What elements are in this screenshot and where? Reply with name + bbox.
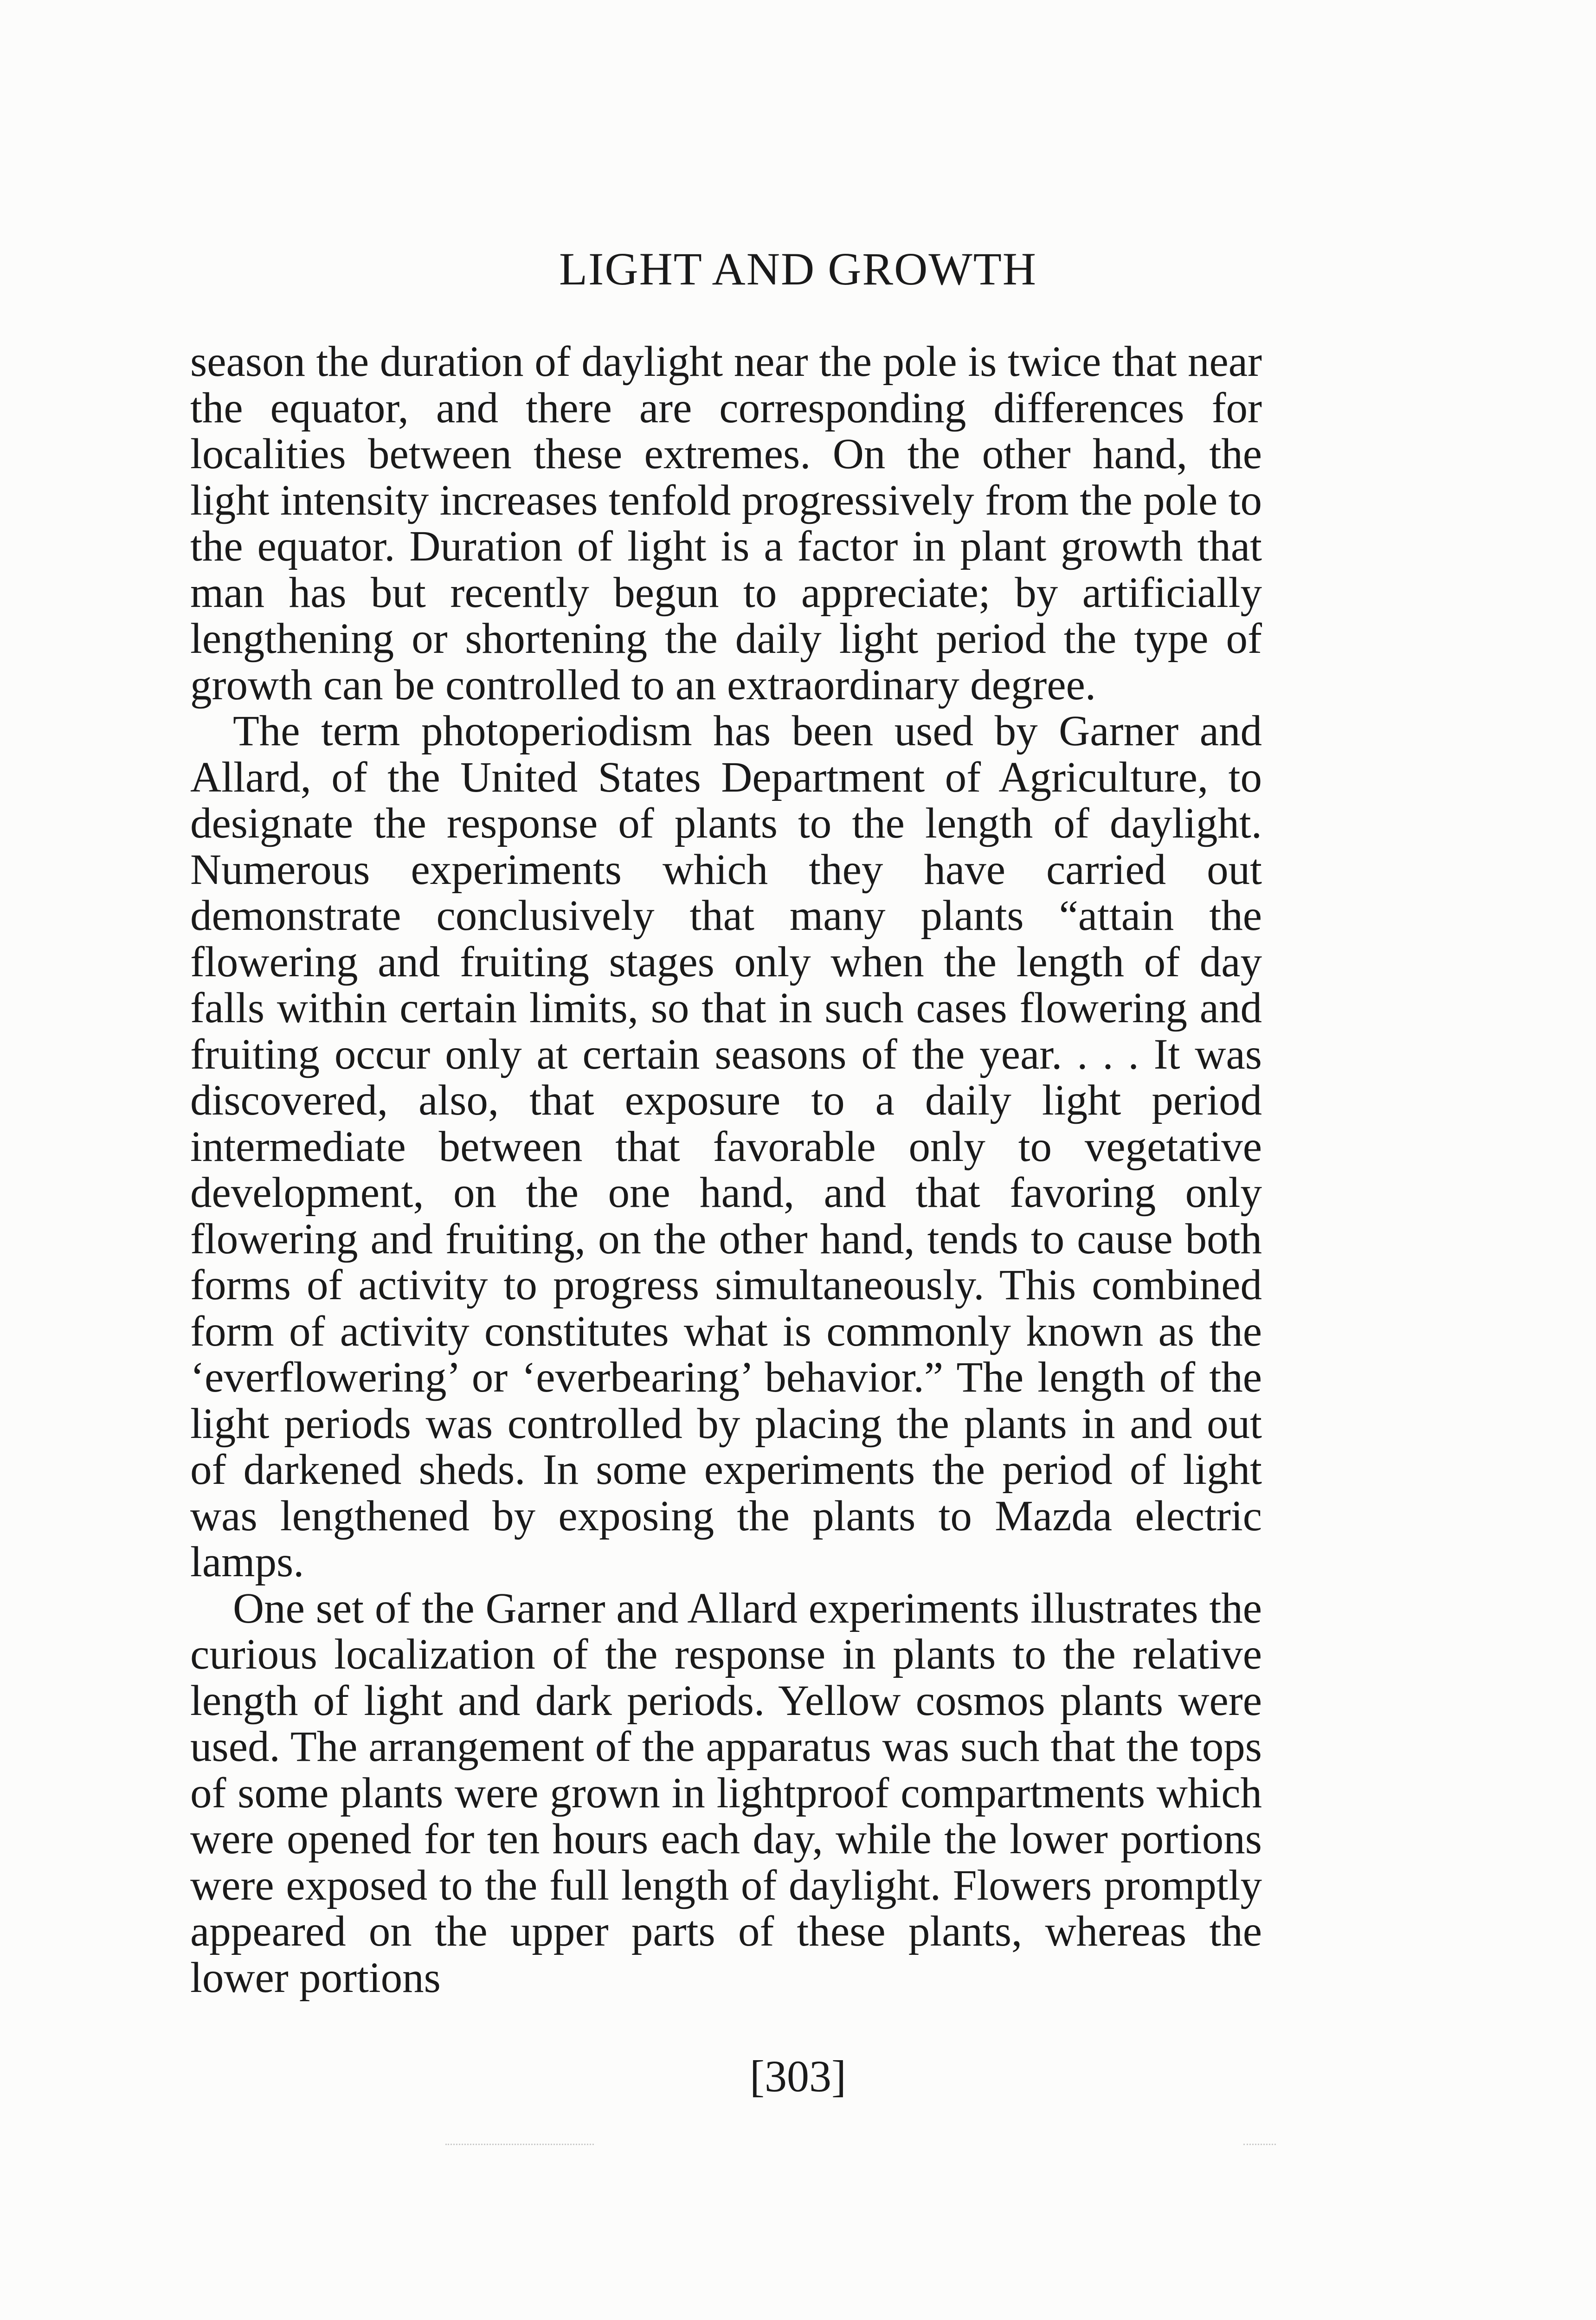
running-head: LIGHT AND GROWTH (559, 243, 1037, 295)
paragraph: One set of the Garner and Allard experiments illustrates the curious localization of the response in plants to the relative length of light and dark periods. Yellow cosmos plants were used. The arrangement of the apparatus was such that the tops of some plants were grown in lightproof compartments which were opened for ten hours each day, while the lower portions were exposed to the full length of daylight. Flowers promptly appeared on the upper parts of these plants, whereas the lower portions (190, 1584, 1262, 2002)
paragraph: The term photoperiodism has been used by Garner and Allard, of the United States Department of Agriculture, to designate the response of plants to the length of daylight. Numerous experiments which they have carried out demonstrate conclusively that many plants “attain the flowering and fruiting stages only when the length of day falls within certain limits, so that in such cases flowering and fruiting occur only at certain seasons of the year. . . . It was discovered, also, that exposure to a daily light period intermediate between that favorable only to vegetative development, on the one hand, and that favoring only flowering and fruiting, on the other hand, tends to cause both forms of activity to progress simultaneously. This combined form of activity constitutes what is commonly known as the ‘everflowering’ or ‘everbearing’ behavior.” The length of the light periods was controlled by placing the plants in and out of darkened sheds. In some experiments the period of light was lengthened by exposing the plants to Mazda electric lamps. (190, 707, 1262, 1586)
print-specks (1243, 2144, 1276, 2150)
print-specks (445, 2144, 594, 2150)
paragraph: season the duration of daylight near the pole is twice that near the equator, and there are corresponding differences for localities between these extremes. On the other hand, the light intensity increases tenfold progressively from the pole to the equator. Duration of light is a factor in plant growth that man has but recently begun to appreciate; by artificially lengthening or shortening the daily light period the type of growth can be controlled to an extraordinary degree. (190, 338, 1262, 709)
page-number: [303] (750, 2051, 846, 2101)
body-text (190, 339, 1262, 2001)
